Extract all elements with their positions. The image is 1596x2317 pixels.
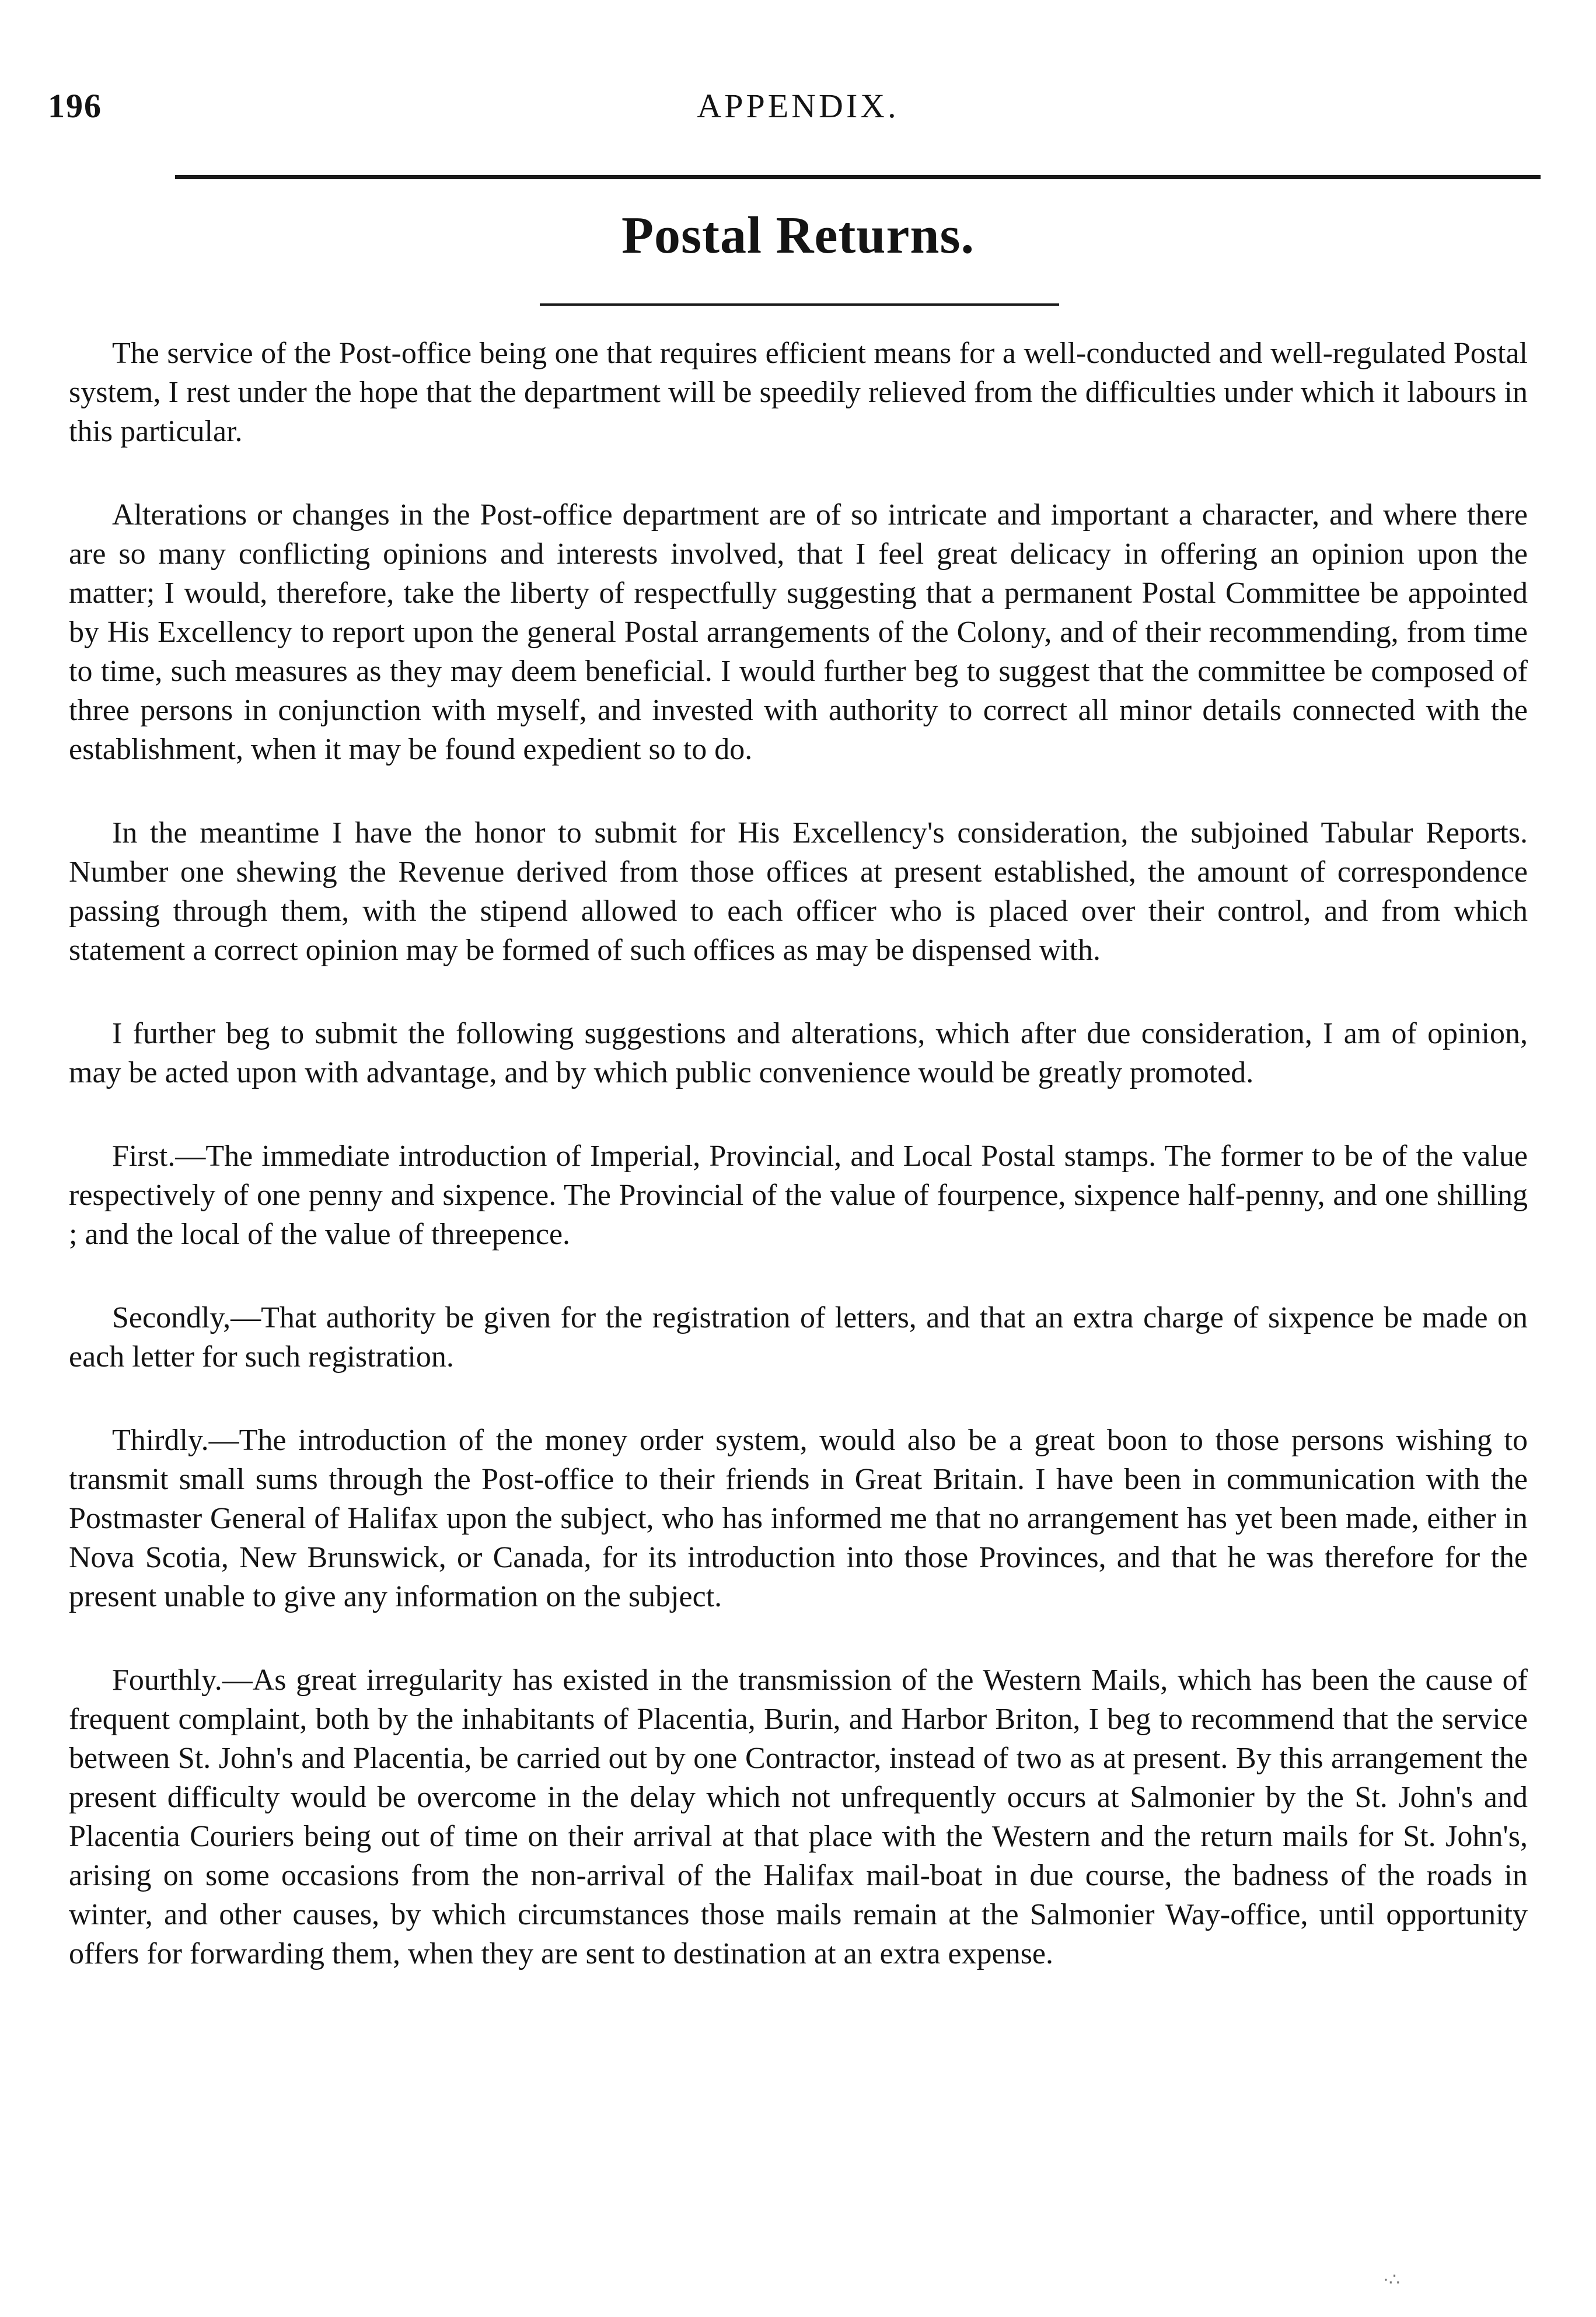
paragraph-suggestions: I further beg to submit the following suggestions and alterations, which after due consideration, I am of opinion, may be acted upon with advantage, and by which public convenience would be greatly promoted.: [69, 1017, 1528, 1089]
paragraph-third-money-order: Thirdly.—The introduction of the money order system, would also be a great boon to those persons wishing to transmit small sums through the Post-office to their friends in Great Britain. I have been in communication with the Postmaster General of Halifax upon the subject, who has informed me that no arrangement has yet been made, either in Nova Scotia, New Brunswick, or Canada, for its introduction into those Provinces, and that he was therefore for the present unable to give any information on the subject.: [69, 1424, 1528, 1613]
paragraph-second-registration: Secondly,—That authority be given for the registration of letters, and that an extra charge of sixpence be made on each letter for such registration.: [69, 1301, 1528, 1374]
body-text: [69, 334, 1528, 2018]
paragraph-first-stamps: First.—The immediate introduction of Imperial, Provincial, and Local Postal stamps. The former to be of the value respectively of one penny and sixpence. The Provincial of the value of fourpence, sixpence half-penny, and one shilling ; and the local of the value of threepence.: [69, 1140, 1528, 1251]
paragraph-tabular-reports: In the meantime I have the honor to submit for His Excellency's consideration, the subjoined Tabular Reports. Number one shewing the Revenue derived from those offices at present established, the amount of correspondence passing through them, with the stipend allowed to each officer who is placed over their control, and from which statement a correct opinion may be formed of such offices as may be dispensed with.: [69, 816, 1528, 967]
title-rule: [540, 303, 1059, 306]
print-speck: ·∴: [1383, 2270, 1401, 2290]
page-number: 196: [48, 87, 102, 125]
section-title: Postal Returns.: [621, 207, 975, 264]
running-head: APPENDIX.: [697, 87, 899, 125]
header-rule: [175, 175, 1541, 179]
paragraph-post-office-service: The service of the Post-office being one that requires efficient means for a well-conducted and well-regulated Postal system, I rest under the hope that the department will be speedily relieved from the difficulties under which it labours in this particular.: [69, 337, 1528, 448]
paragraph-postal-committee: Alterations or changes in the Post-office department are of so intricate and important a character, and where there are so many conflicting opinions and interests involved, that I feel great delicacy in offering an opinion upon the matter; I would, therefore, take the liberty of respectfully suggesting that a permanent Postal Committee be appointed by His Excellency to report upon the general Postal arrangements of the Colony, and of their recommending, from time to time, such measures as they may deem beneficial. I would further beg to suggest that the committee be composed of three persons in conjunction with myself, and invested with authority to correct all minor details connected with the establishment, when it may be found expedient so to do.: [69, 498, 1528, 766]
paragraph-fourth-western-mails: Fourthly.—As great irregularity has existed in the transmission of the Western Mails, which has been the cause of frequent complaint, both by the inhabitants of Placentia, Burin, and Harbor Briton, I beg to recommend that the service between St. John's and Placentia, be carried out by one Contractor, instead of two as at present. By this arrangement the present difficulty would be overcome in the delay which not unfrequently occurs at Salmonier by the St. John's and Placentia Couriers being out of time on their arrival at that place with the Western and the return mails for St. John's, arising on some occasions from the non-arrival of the Halifax mail-boat in due course, the badness of the roads in winter, and other causes, by which circumstances those mails remain at the Salmonier Way-office, until opportunity offers for forwarding them, when they are sent to destination at an extra expense.: [69, 1664, 1528, 1970]
